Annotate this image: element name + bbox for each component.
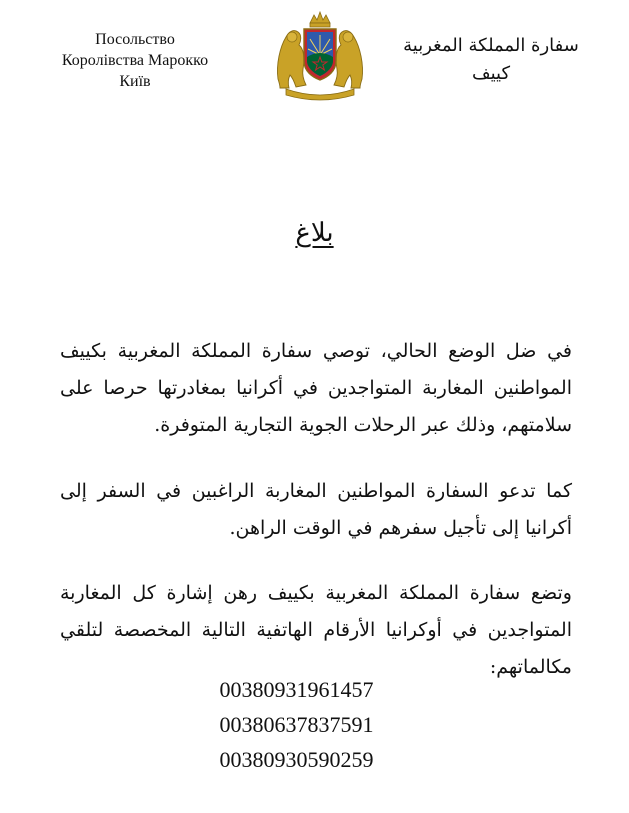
- phone-number-1[interactable]: 00380931961457: [219, 677, 374, 702]
- paragraph-2: كما تدعو السفارة المواطنين المغاربة الراغبين في السفر إلى أكرانيا إلى تأجيل سفرهم في الوقت الراهن.: [60, 480, 572, 539]
- notice-title: بلاغ: [295, 218, 334, 248]
- header-left-line-2: Королівства Марокко: [61, 52, 209, 69]
- phone-number-2[interactable]: 00380637837591: [219, 712, 374, 737]
- header-right-line-1: سفارة المملكة المغربية: [403, 35, 579, 56]
- phone-number-3[interactable]: 00380930590259: [219, 747, 374, 772]
- embassy-name-ukrainian: [40, 29, 230, 92]
- header-right-line-2: كييف: [471, 63, 511, 84]
- header-left-line-1: Посольство: [95, 31, 175, 48]
- paragraph-1: في ضل الوضع الحالي، توصي سفارة المملكة المغربية بكييف المواطنين المغاربة المتواجدين في أكرانيا بمغادرتها حرصا على سلامتهم، وذلك عبر الرحلات الجوية التجارية المتوفرة.: [60, 340, 572, 436]
- header-left-line-3: Київ: [119, 73, 151, 90]
- phone-list: [0, 672, 593, 777]
- embassy-name-arabic: [366, 32, 616, 88]
- paragraph-3: وتضع سفارة المملكة المغربية بكييف رهن إشارة كل المغاربة المتواجدين في أوكرانيا الأرقام الهاتفية التالية المخصصة لتلقي مكالماتهم:: [60, 582, 572, 678]
- moroccan-coat-of-arms-icon: [272, 9, 368, 101]
